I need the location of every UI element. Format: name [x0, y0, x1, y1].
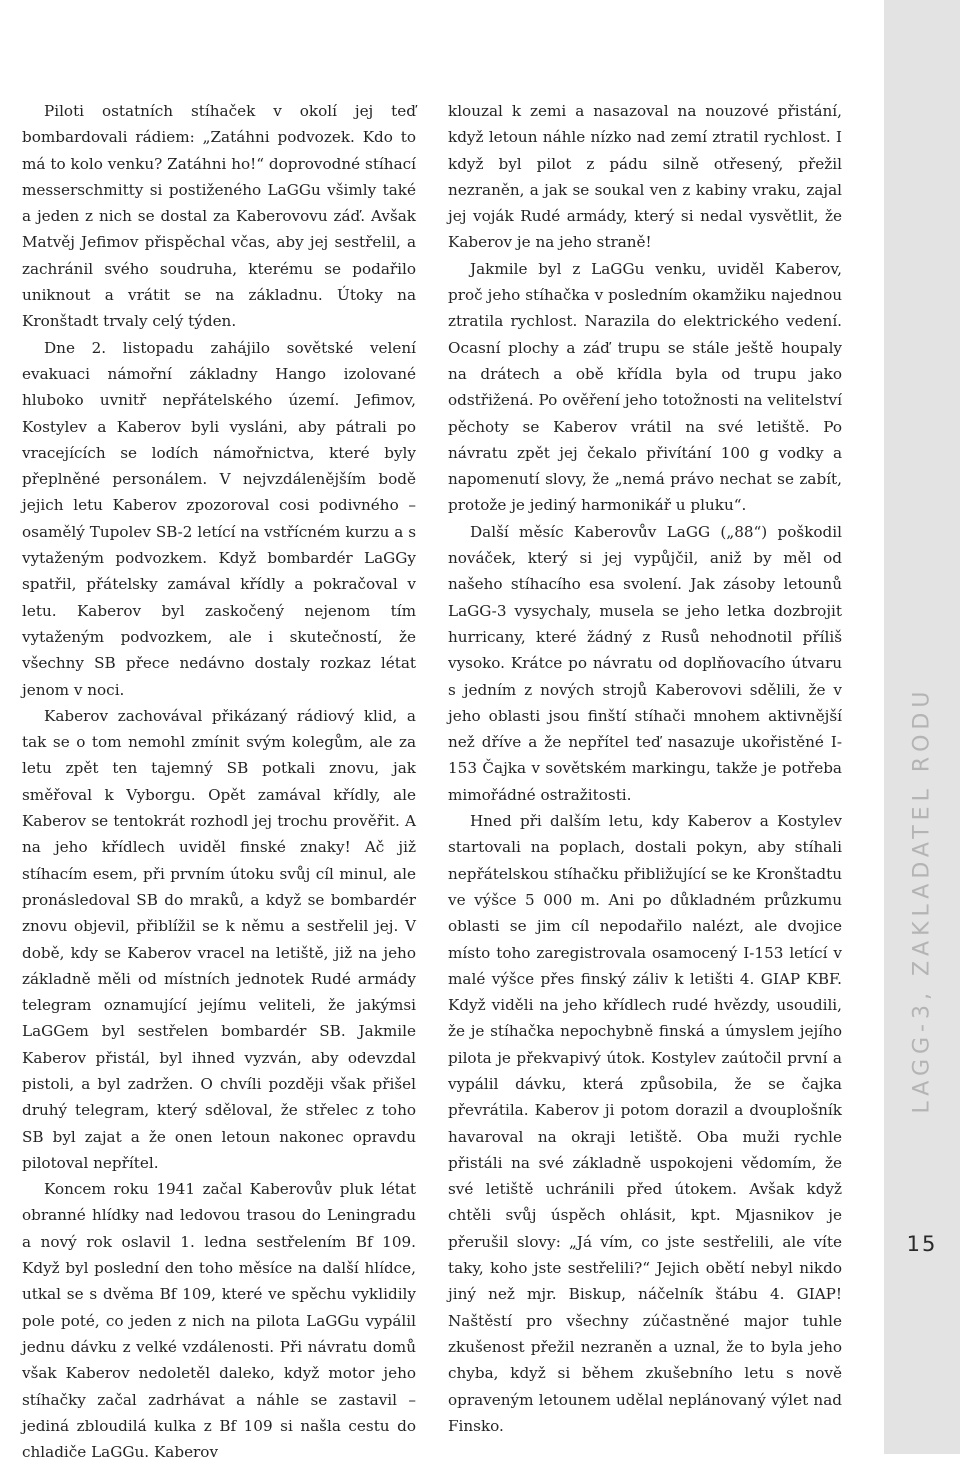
running-head-text: LAGG-3, ZAKLADATEL RODU [909, 686, 935, 1114]
paragraph: Dne 2. listopadu zahájilo sovětské velení evakuaci námořní základny Hango izolované hluboko uvnitř nepřátelského území. Jefimov, Kostylev a Kaberov byli vysláni, aby pátrali po vracejících se lodích námořnictva, které byly přeplněné personálem. V nejvzdálenějším bodě jejich letu Kaberov zpozoroval cosi podivného – osamělý Tupolev SB-2 letící na vstřícném kurzu a s vytaženým podvozkem. Když bombardér LaGGy spatřil, přátelsky zamával křídly a pokračoval v letu. Kaberov byl zaskočený nejenom tím vytaženým podvozkem, ale i skutečností, že všechny SB přece nedávno dostaly rozkaz létat jenom v noci. [22, 338, 416, 699]
paragraph: Kaberov zachovával přikázaný rádiový klid, a tak se o tom nemohl zmínit svým kolegům, ale za letu zpět ten tajemný SB potkali znovu, jak směřoval k Vyborgu. Opět zamával křídly, ale Kaberov se tentokrát rozhodl jej trochu prověřit. A na jeho křídlech uviděl finské znaky! Ač již stíhacím esem, při prvním útoku svůj cíl minul, ale pronásledoval SB do mraků, a když se bombardér znovu objevil, přiblížil se k němu a sestřelil jej. V době, kdy se Kaberov vracel na letiště, již na jeho základně měli od místních jednotek Rudé armády telegram oznamující jejímu veliteli, že jakýmsi LaGGem byl sestřelen bombardér SB. Jakmile Kaberov přistál, byl ihned vyzván, aby odevzdal pistoli, a byl zadržen. O chvíli později však přišel druhý telegram, který sděloval, že střelec z toho SB byl zajat a že onen letoun nakonec opravdu pilotoval nepřítel. [22, 706, 416, 1172]
page-number: 15 [906, 1232, 938, 1256]
right-text-column [448, 98, 842, 1439]
paragraph: Další měsíc Kaberovův LaGG („88“) poškodil nováček, který si jej vypůjčil, aniž by měl od našeho stíhacího esa svolení. Jak zásoby letounů LaGG-3 vysychaly, musela se jeho letka dozbrojit hurricany, které žádný z Rusů nehodnotil příliš vysoko. Krátce po návratu od doplňovacího útvaru s jedním z nových strojů Kaberovovi sdělili, že v jeho oblasti jsou finští stíhači mnohem aktivnější než dříve a že nepřítel teď nasazuje ukořistěné I-153 Čajka v sovětském markingu, takže je potřeba mimořádné ostražitosti. [448, 522, 842, 804]
paragraph: Jakmile byl z LaGGu venku, uviděl Kaberov, proč jeho stíhačka v posledním okamžiku najednou ztratila rychlost. Narazila do elektrického vedení. Ocasní plochy a záď trupu se stále ještě houpaly na drátech a obě křídla byla od trupu jako odstřižená. Po ověření jeho totožnosti na velitelství pěchoty se Kaberov vrátil na své letiště. Po návratu zpět jej čekalo přivítání 100 g vodky a napomenutí slovy, že „nemá právo nechat se zabít, protože je jediný harmonikář u pluku“. [448, 259, 842, 515]
paragraph: klouzal k zemi a nasazoval na nouzové přistání, když letoun náhle nízko nad zemí ztratil rychlost. I když byl pilot z pádu silně otřesený, přežil nezraněn, a jak se soukal ven z kabiny vraku, zajal jej voják Rudé armády, který si nedal vysvětlit, že Kaberov je na jeho straně! [448, 102, 842, 252]
left-text-column [22, 98, 416, 1465]
paragraph: Hned při dalším letu, kdy Kaberov a Kostylev startovali na poplach, dostali pokyn, aby stíhali nepřátelskou stíhačku přibližující se ke Kronštadtu ve výšce 5 000 m. Ani po důkladném průzkumu oblasti se jim cíl nepodařilo nalézt, ale dvojice místo toho zaregistrovala osamocený I-153 letící v malé výšce přes finský záliv k letišti 4. GIAP KBF. Když viděli na jeho křídlech rudé hvězdy, usoudili, že je stíhačka nepochybně finská a úmyslem jejího pilota je překvapivý útok. Kostylev zaútočil první a vypálil dávku, která způsobila, že se čajka převrátila. Kaberov ji potom dorazil a dvouplošník havaroval na okraji letiště. Oba muži rychle přistáli na své základně uspokojeni vědomím, že své letiště uchránili před útokem. Avšak když chtěli svůj úspěch ohlásit, kpt. Mjasnikov je přerušil slovy: „Já vím, co jste sestřelili, ale víte taky, koho jste sestřelili?“ Jejich obětí nebyl nikdo jiný než mjr. Biskup, náčelník štábu 4. GIAP! Naštěstí pro všechny zúčastněné major tuhle zkušenost přežil nezraněn a uznal, že to byla jeho chyba, když si během zkušebního letu s nově opraveným letounem udělal neplánovaný výlet nad Finsko. [448, 812, 842, 1435]
paragraph: Piloti ostatních stíhaček v okolí jej teď bombardovali rádiem: „Zatáhni podvozek. Kdo to má to kolo venku? Zatáhni ho!“ doprovodné stíhací messerschmitty si postiženého LaGGu všimly také a jeden z nich se dostal za Kaberovovu záď. Avšak Matvěj Jefimov přispěchal včas, aby jej sestřelil, a zachránil svého soudruha, kterému se podařilo uniknout a vrátit se na základnu. Útoky na Kronštadt trvaly celý týden. [22, 102, 416, 331]
paragraph: Koncem roku 1941 začal Kaberovův pluk létat obranné hlídky nad ledovou trasou do Leningradu a nový rok oslavil 1. ledna sestřelením Bf 109. Když byl poslední den toho měsíce na další hlídce, utkal se s dvěma Bf 109, které ve spěchu vyklidily pole poté, co jeden z nich na pilota LaGGu vypálil jednu dávku z velké vzdálenosti. Při návratu domů však Kaberov nedoletěl daleko, když motor jeho stíhačky začal zadrhávat a náhle se zastavil – jediná zbloudilá kulka z Bf 109 si našla cestu do chladiče LaGGu. Kaberov [22, 1180, 416, 1462]
running-head [884, 686, 960, 1114]
